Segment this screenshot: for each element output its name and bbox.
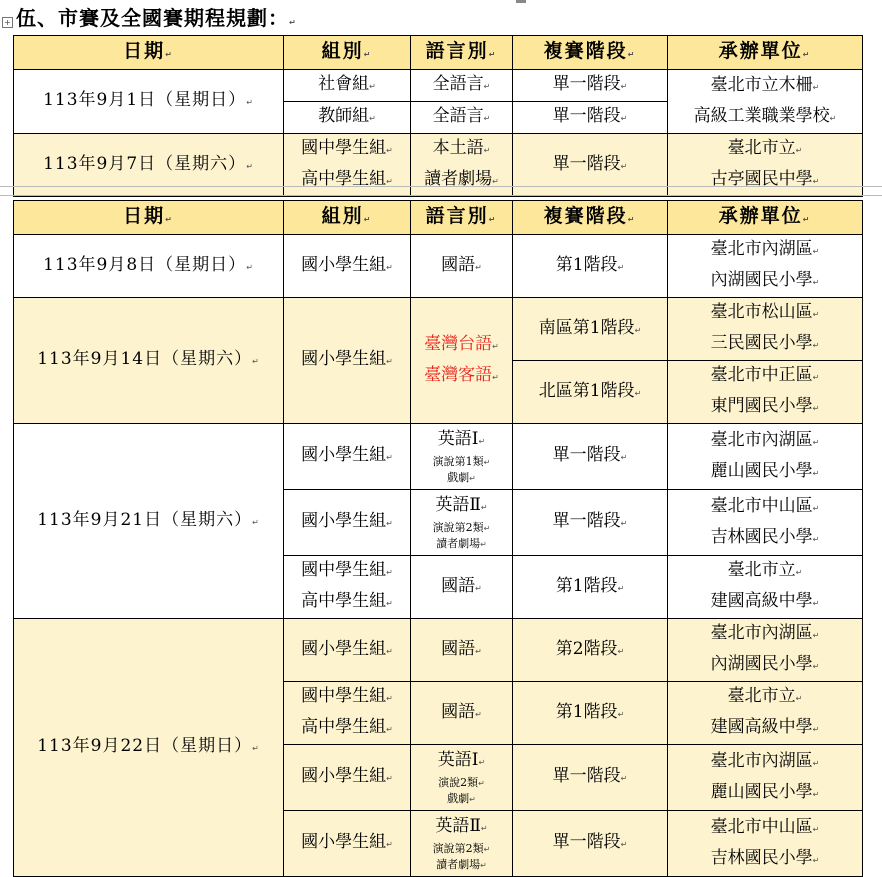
table-separator [0, 186, 882, 196]
language-cell: 臺灣台語↵ 臺灣客語↵ [411, 298, 513, 424]
header-row [14, 36, 863, 70]
host-cell: 臺北市內湖區↵ 麗山國民小學↵ [668, 424, 863, 490]
national-schedule-table [13, 200, 863, 877]
group-cell: 社會組↵ [284, 70, 411, 102]
date-cell: 113年9月8日（星期日）↵ [14, 235, 284, 298]
stage-cell: 單一階段↵ [513, 424, 668, 490]
table-move-handle-icon[interactable]: + [2, 17, 13, 28]
date-cell: 113年9月22日（星期日）↵ [14, 619, 284, 877]
header-host: 承辦單位↵ [668, 36, 863, 70]
language-cell: 國語↵ [411, 619, 513, 682]
top-marker [516, 0, 526, 3]
host-cell: 臺北市立↵ 古亭國民中學↵ [668, 134, 863, 197]
stage-cell: 第1階段↵ [513, 556, 668, 619]
header-group: 組別↵ [284, 36, 411, 70]
language-cell: 英語Ⅱ↵ 演說第2類↵ 讀者劇場↵ [411, 490, 513, 556]
header-host: 承辦單位↵ [668, 201, 863, 235]
date-cell: 113年9月21日（星期六）↵ [14, 424, 284, 619]
header-date: 日期↵ [14, 201, 284, 235]
host-cell: 臺北市內湖區↵ 麗山國民小學↵ [668, 745, 863, 811]
stage-cell: 北區第1階段↵ [513, 361, 668, 424]
group-cell: 國中學生組↵ 高中學生組↵ [284, 556, 411, 619]
group-cell: 國小學生組↵ [284, 619, 411, 682]
section-heading: 伍、市賽及全國賽期程規劃：↵ [16, 6, 297, 30]
stage-cell: 單一階段↵ [513, 490, 668, 556]
host-cell: 臺北市內湖區↵ 內湖國民小學↵ [668, 619, 863, 682]
host-cell: 臺北市立↵ 建國高級中學↵ [668, 556, 863, 619]
language-cell: 英語Ⅰ↵ 演說2類↵ 戲劇↵ [411, 745, 513, 811]
stage-cell: 單一階段↵ [513, 134, 668, 197]
language-cell: 國語↵ [411, 682, 513, 745]
date-cell: 113年9月14日（星期六）↵ [14, 298, 284, 424]
host-cell: 臺北市松山區↵ 三民國民小學↵ [668, 298, 863, 361]
host-cell: 臺北市中山區↵ 吉林國民小學↵ [668, 811, 863, 877]
stage-cell: 南區第1階段↵ [513, 298, 668, 361]
city-schedule-table [13, 35, 863, 197]
language-cell: 全語言↵ [411, 70, 513, 102]
host-cell: 臺北市立↵ 建國高級中學↵ [668, 682, 863, 745]
stage-cell: 單一階段↵ [513, 70, 668, 102]
stage-cell: 單一階段↵ [513, 745, 668, 811]
host-cell: 臺北市中山區↵ 吉林國民小學↵ [668, 490, 863, 556]
header-group: 組別↵ [284, 201, 411, 235]
table-row [14, 235, 863, 298]
language-cell: 國語↵ [411, 235, 513, 298]
date-cell: 113年9月7日（星期六）↵ [14, 134, 284, 197]
date-cell: 113年9月1日（星期日）↵ [14, 70, 284, 134]
group-cell: 國小學生組↵ [284, 424, 411, 490]
group-cell: 國小學生組↵ [284, 745, 411, 811]
stage-cell: 第2階段↵ [513, 619, 668, 682]
table-row [14, 424, 863, 490]
table-row [14, 298, 863, 361]
header-date: 日期↵ [14, 36, 284, 70]
language-cell: 英語Ⅰ↵ 演說第1類↵ 戲劇↵ [411, 424, 513, 490]
header-row [14, 201, 863, 235]
host-cell: 臺北市立木柵↵ 高級工業職業學校↵ [668, 70, 863, 134]
stage-cell: 第1階段↵ [513, 235, 668, 298]
group-cell: 國小學生組↵ [284, 490, 411, 556]
table-row [14, 619, 863, 682]
group-cell: 國小學生組↵ [284, 811, 411, 877]
header-stage: 複賽階段↵ [513, 201, 668, 235]
stage-cell: 單一階段↵ [513, 102, 668, 134]
stage-cell: 單一階段↵ [513, 811, 668, 877]
language-cell: 本土語↵ 讀者劇場↵ [411, 134, 513, 197]
language-cell: 國語↵ [411, 556, 513, 619]
table-row [14, 70, 863, 102]
group-cell: 國中學生組↵ 高中學生組↵ [284, 134, 411, 197]
host-cell: 臺北市內湖區↵ 內湖國民小學↵ [668, 235, 863, 298]
group-cell: 教師組↵ [284, 102, 411, 134]
host-cell: 臺北市中正區↵ 東門國民小學↵ [668, 361, 863, 424]
language-cell: 英語Ⅱ↵ 演說第2類↵ 讀者劇場↵ [411, 811, 513, 877]
group-cell: 國中學生組↵ 高中學生組↵ [284, 682, 411, 745]
language-cell: 全語言↵ [411, 102, 513, 134]
stage-cell: 第1階段↵ [513, 682, 668, 745]
header-language: 語言別↵ [411, 36, 513, 70]
header-stage: 複賽階段↵ [513, 36, 668, 70]
header-language: 語言別↵ [411, 201, 513, 235]
group-cell: 國小學生組↵ [284, 235, 411, 298]
group-cell: 國小學生組↵ [284, 298, 411, 424]
